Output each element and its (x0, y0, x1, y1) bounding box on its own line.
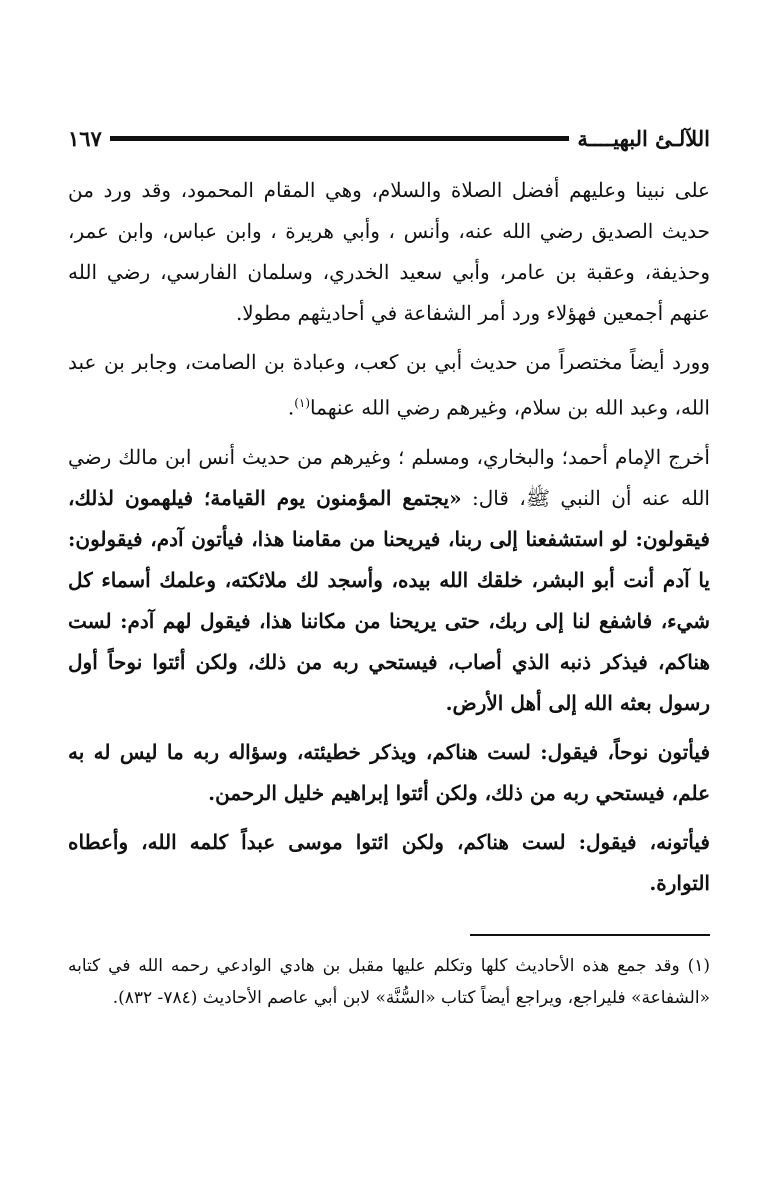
page-number: ١٦٧ (68, 125, 102, 151)
paragraph-2-text: وورد أيضاً مختصراً من حديث أبي بن كعب، وعبادة بن الصامت، وجابر بن عبد الله، وعبد الله بن سلام، وغيرهم رضي الله عنهما (68, 350, 710, 420)
footnote-separator (470, 934, 710, 936)
hadith-quote: «يجتمع المؤمنون يوم القيامة؛ فيلهمون لذلك، فيقولون: لو استشفعنا إلى ربنا، فيريحنا من مقامنا هذا، فيأتون آدم، فيقولون: يا آدم أنت أبو البشر، خلقك الله بيده، وأسجد لك ملائكته، وعلمك أسماء كل شيء، فاشفع لنا إلى ربك، حتى يريحنا من مكاننا هذا، فيقول لهم آدم: لست هناكم، فيذكر ذنبه الذي أصاب، فيستحي ربه من ذلك، ولكن أئتوا نوحاً أول رسول بعثه الله إلى أهل الأرض. (68, 485, 710, 715)
header-rule (110, 136, 570, 141)
paragraph-4: فيأتون نوحاً، فيقول: لست هناكم، ويذكر خطيئته، وسؤاله ربه ما ليس له به علم، فيستحي ربه من ذلك، ولكن أئتوا إبراهيم خليل الرحمن. (68, 739, 710, 805)
footnote-1: (١) وقد جمع هذه الأحاديث كلها وتكلم عليها مقبل بن هادي الوادعي رحمه الله في كتابه «الشفاعة» فليراجع، ويراجع أيضاً كتاب «السُّنَّة» لابن أبي عاصم الأحاديث (٧٨٤- ٨٣٢). (68, 955, 710, 1008)
book-title: اللآلـئ البهيــــة (577, 125, 710, 151)
paragraph-3-intro: أخرج الإمام أحمد؛ والبخاري، ومسلم ؛ وغيرهم من حديث أنس ابن مالك رضي الله عنه أن النبي ﷺ، قال: (68, 444, 710, 510)
paragraph-3 (68, 437, 710, 724)
paragraph-1: على نبينا وعليهم أفضل الصلاة والسلام، وهي المقام المحمود، وقد ورد من حديث الصديق رضي الله عنه، وأنس ، وأبي هريرة ، وابن عباس، وابن عمر، وحذيفة، وعقبة بن عامر، وأبي سعيد الخدري، وسلمان الفارسي، رضي الله عنهم أجمعين فهؤلاء ورد أمر الشفاعة في أحاديثهم مطولا. (68, 178, 710, 325)
paragraph-2-end: . (287, 395, 295, 420)
running-header (68, 118, 710, 158)
paragraph-2 (68, 342, 710, 429)
book-page (68, 118, 710, 1014)
footnote-reference[interactable]: (١) (294, 396, 311, 410)
paragraph-5: فيأتونه، فيقول: لست هناكم، ولكن ائتوا موسى عبداً كلمه الله، وأعطاه التوارة. (68, 829, 710, 895)
